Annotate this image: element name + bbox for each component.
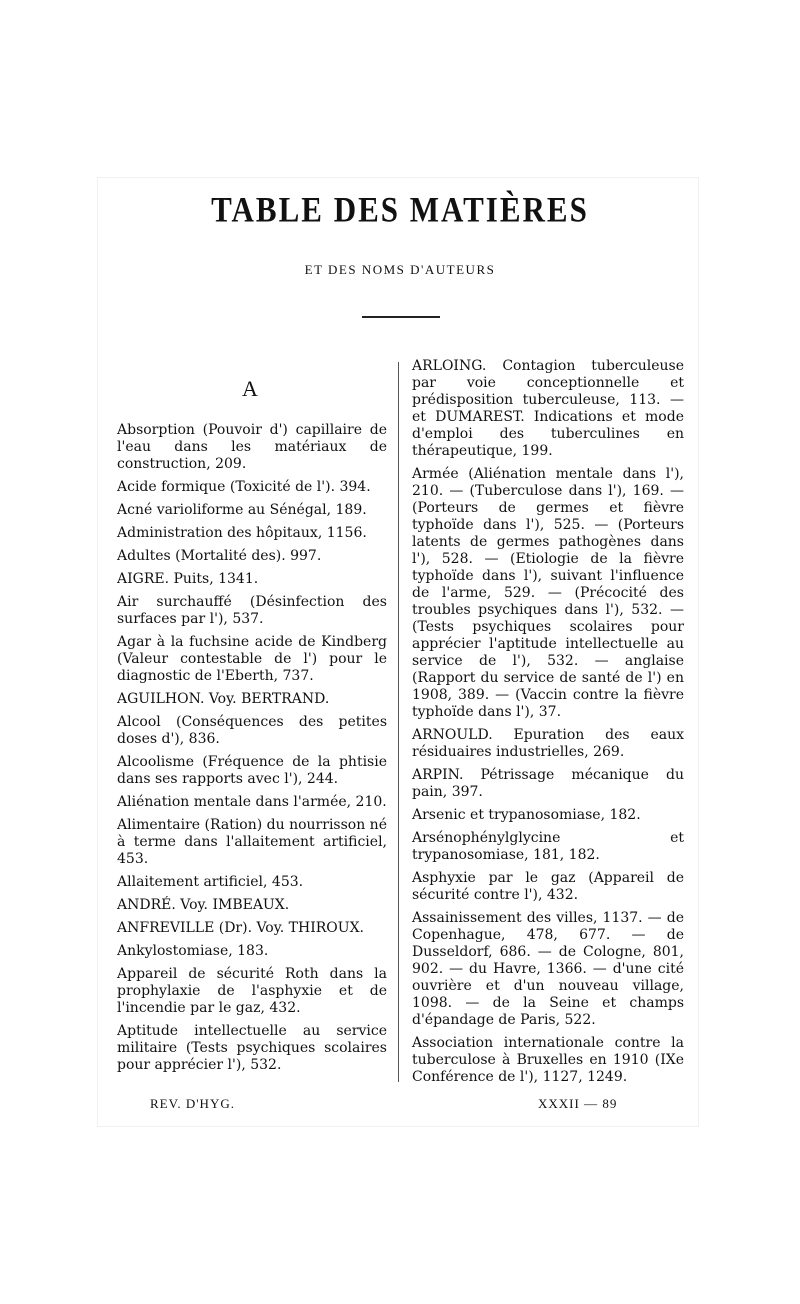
index-entry: ARLOING. Contagion tuberculeuse par voie conceptionnelle et prédisposition tuberculeuse, 113. — et DUMAREST. Indications et mode d'emploi des tuberculines en thérapeutique, 199.	[412, 358, 684, 459]
title-divider	[362, 316, 440, 318]
index-entry: Alcoolisme (Fréquence de la phtisie dans ses rapports avec l'), 244.	[117, 754, 387, 787]
footer-signature: XXXII — 89	[538, 1096, 618, 1111]
index-entry: Acide formique (Toxicité de l'). 394.	[117, 479, 371, 495]
column-divider	[398, 362, 399, 1082]
index-entry: ANFREVILLE (Dr). Voy. THIROUX.	[117, 920, 364, 936]
index-entry: Appareil de sécurité Roth dans la prophylaxie de l'asphyxie et de l'incendie par le gaz, 432.	[117, 966, 387, 1016]
index-entry: AIGRE. Puits, 1341.	[117, 571, 259, 587]
index-entry: Adultes (Mortalité des). 997.	[117, 548, 322, 564]
page-subtitle: ET DES NOMS D'AUTEURS	[304, 262, 496, 277]
left-column	[117, 422, 387, 1080]
index-entry: Assainissement des villes, 1137. — de Copenhague, 478, 677. — de Dusseldorf, 686. — de Cologne, 801, 902. — du Havre, 1366. — d'une cité ouvrière et d'un nouveau village, 1098. — de la Seine et champs d'épandage de Paris, 522.	[412, 910, 684, 1028]
index-entry: Air surchauffé (Désinfection des surfaces par l'), 537.	[117, 594, 387, 627]
index-entry: Aptitude intellectuelle au service militaire (Tests psychiques scolaires pour apprécier l'), 532.	[117, 1023, 387, 1073]
index-entry: ARNOULD. Epuration des eaux résiduaires industrielles, 269.	[412, 727, 684, 760]
footer-journal: REV. D'HYG.	[150, 1096, 235, 1111]
right-column	[412, 358, 684, 1092]
index-entry: Association internationale contre la tuberculose à Bruxelles en 1910 (IXe Conférence de l'), 1127, 1249.	[412, 1035, 684, 1085]
index-entry: Ankylostomiase, 183.	[117, 943, 269, 959]
index-entry: Absorption (Pouvoir d') capillaire de l'eau dans les matériaux de construction, 209.	[117, 422, 387, 472]
page-title: TABLE DES MATIÈRES	[211, 189, 589, 230]
index-entry: ANDRÉ. Voy. IMBEAUX.	[117, 897, 290, 913]
index-entry: Armée (Aliénation mentale dans l'), 210. — (Tuberculose dans l'), 169. — (Porteurs de germes et fièvre typhoïde dans l'), 525. — (Porteurs latents de germes pathogènes dans l'), 528. — (Etiologie de la fièvre typhoïde dans l'), suivant l'influence de l'arme, 529. — (Précocité des troubles psychiques dans l'), 532. — (Tests psychiques scolaires pour apprécier l'aptitude intellectuelle au service de l'), 532. — anglaise (Rapport du service de santé de l') en 1908, 389. — (Vaccin contre la fièvre typhoïde dans l'), 37.	[412, 466, 684, 720]
index-entry: Allaitement artificiel, 453.	[117, 874, 304, 890]
index-entry: Alimentaire (Ration) du nourrisson né à terme dans l'allaitement artificiel, 453.	[117, 817, 387, 867]
index-entry: ARPIN. Pétrissage mécanique du pain, 397.	[412, 767, 684, 800]
index-entry: Alcool (Conséquences des petites doses d'), 836.	[117, 714, 387, 747]
index-entry: Asphyxie par le gaz (Appareil de sécurité contre l'), 432.	[412, 870, 684, 903]
index-entry: Arsénophénylglycine et trypanosomiase, 181, 182.	[412, 830, 684, 863]
index-entry: AGUILHON. Voy. BERTRAND.	[117, 691, 330, 707]
index-entry: Aliénation mentale dans l'armée, 210.	[117, 794, 387, 810]
index-entry: Administration des hôpitaux, 1156.	[117, 525, 367, 541]
section-letter: A	[242, 376, 258, 401]
index-entry: Arsenic et trypanosomiase, 182.	[412, 807, 641, 823]
index-entry: Agar à la fuchsine acide de Kindberg (Valeur contestable de l') pour le diagnostic de l'Eberth, 737.	[117, 634, 387, 684]
index-entry: Acné varioliforme au Sénégal, 189.	[117, 502, 367, 518]
